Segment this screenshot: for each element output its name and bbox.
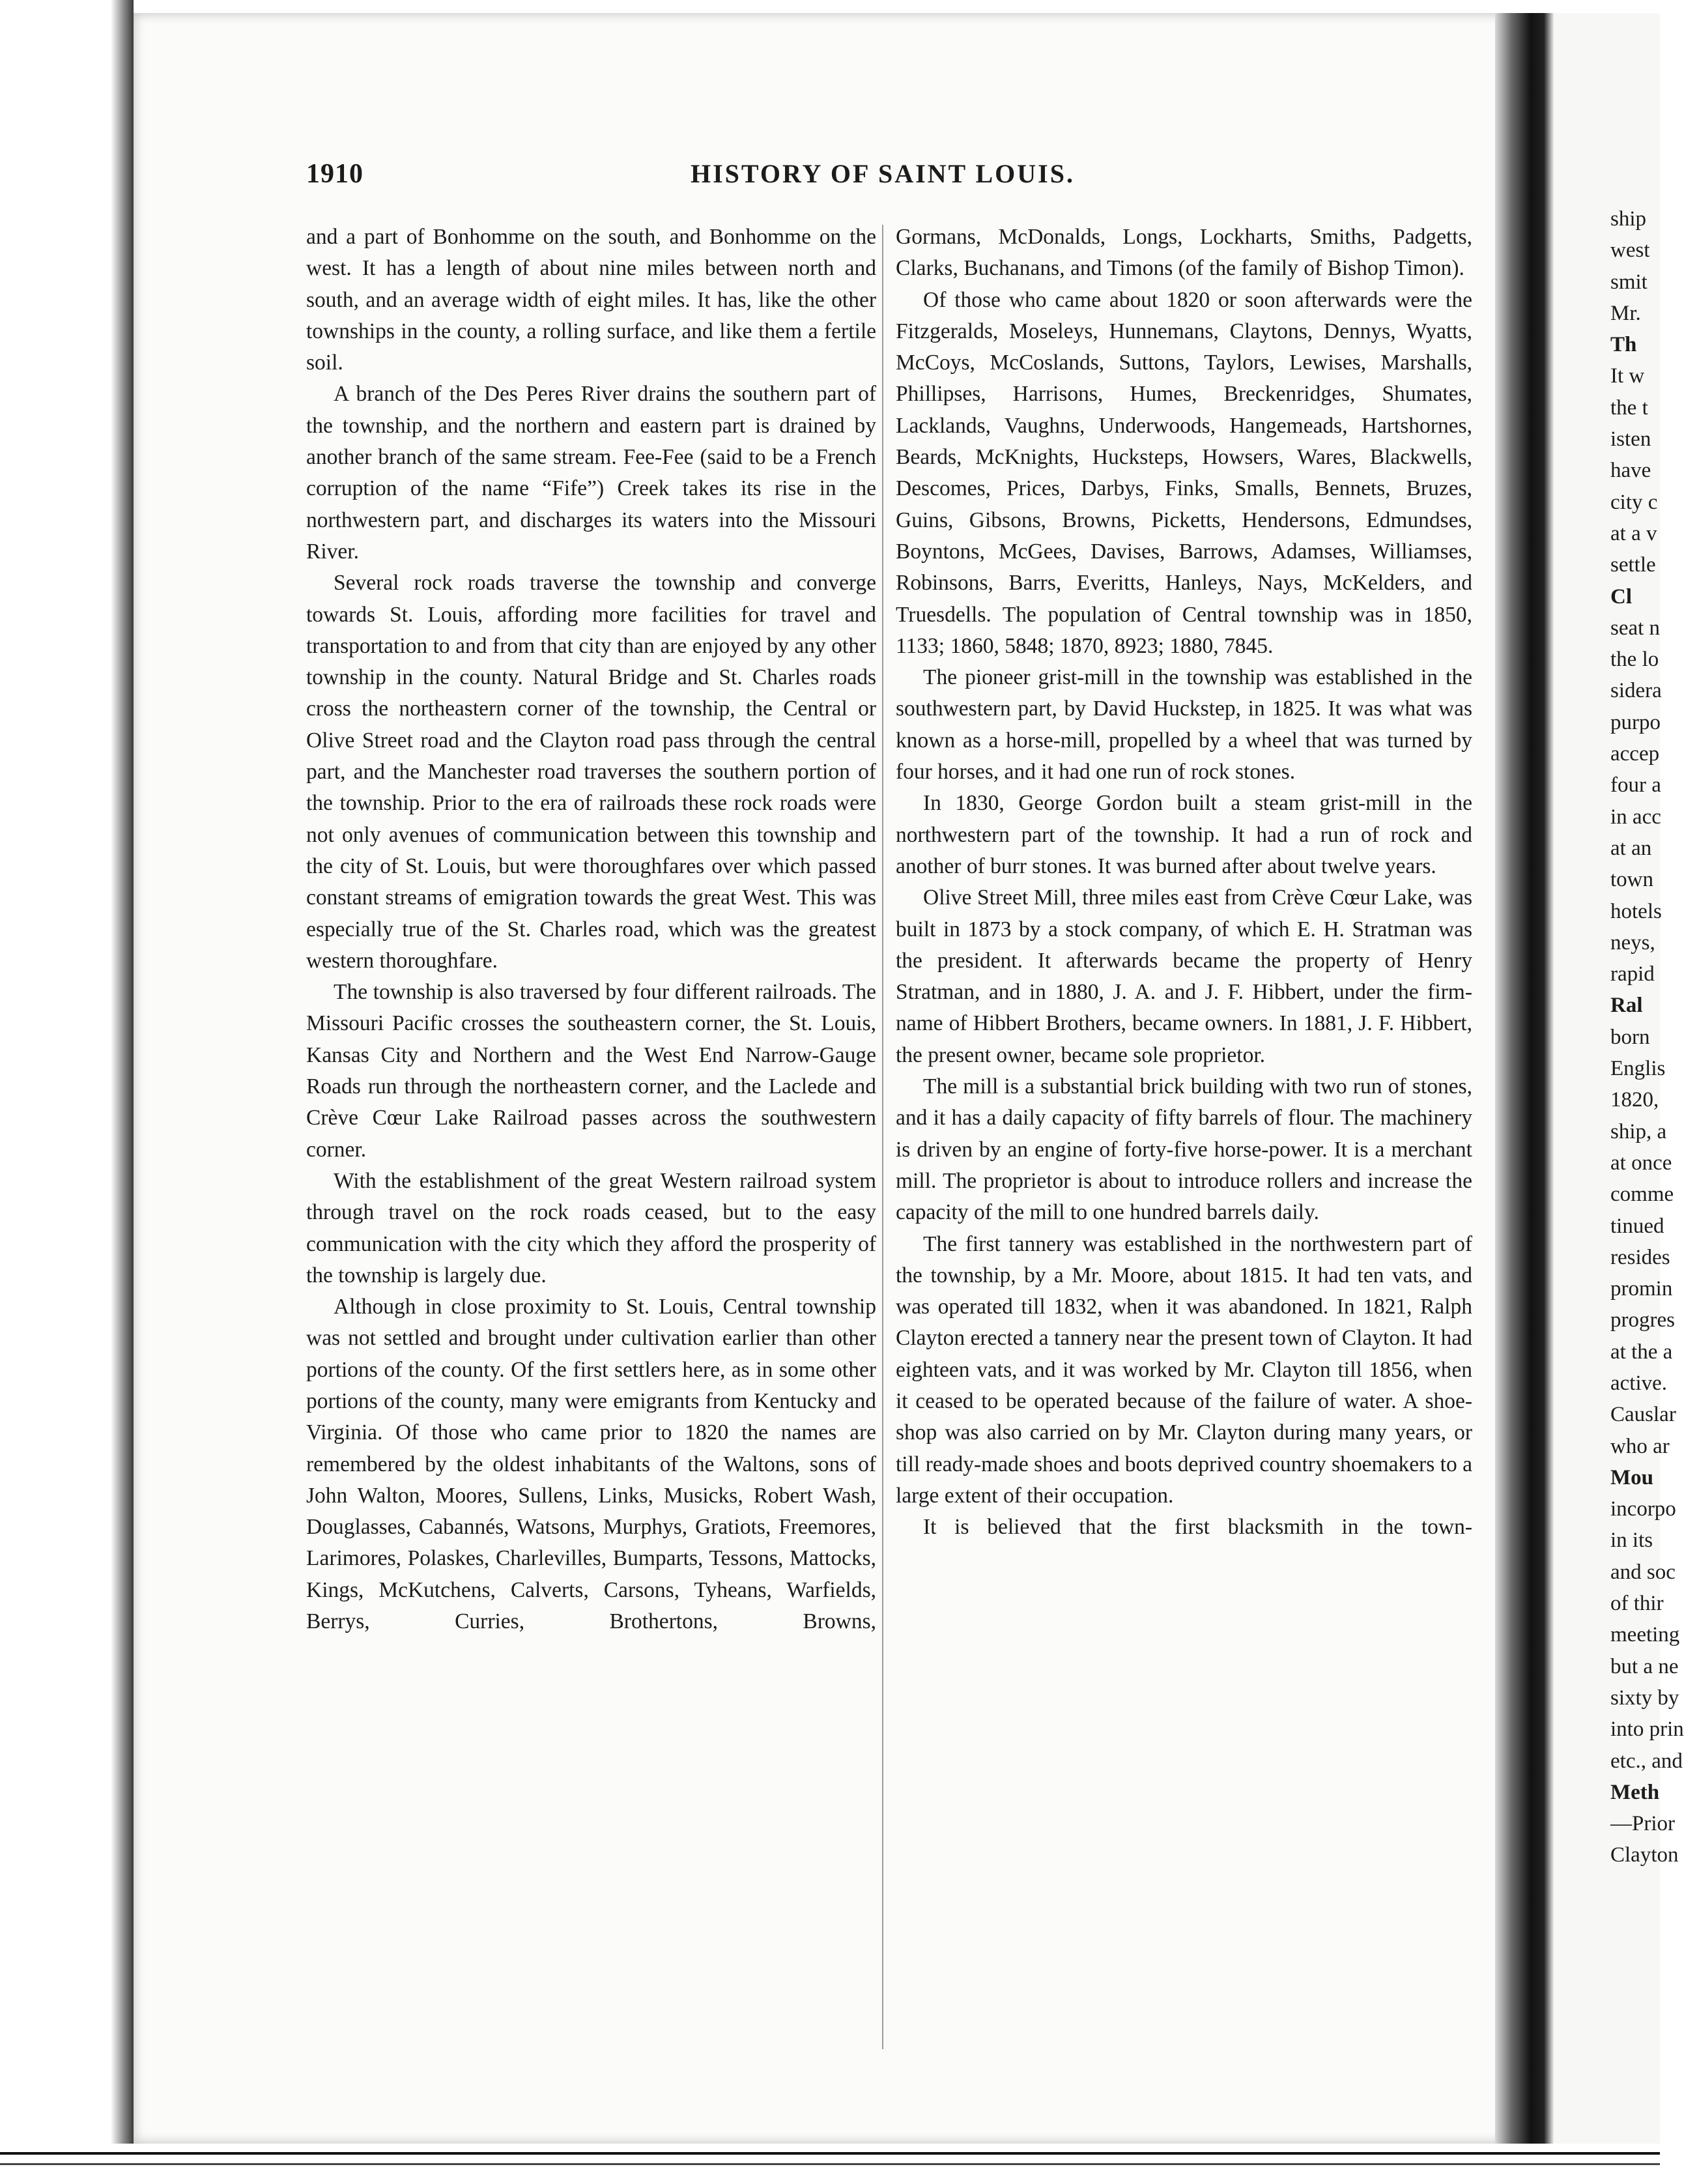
paragraph: The mill is a substantial brick building with two run of stones, and it has a daily capacity of fifty barrels of flour. The machinery is driven by an engine of forty-five horse-power. It is a merchant mill. The proprietor is about to introduce rollers and increase the capacity of the mill to one hundred barrels daily. <box>896 1074 1472 1225</box>
facing-page-fragment: seat n <box>1610 616 1661 640</box>
facing-page-fragment: incorpo <box>1610 1497 1676 1521</box>
facing-page-fragment: Causlar <box>1610 1403 1676 1427</box>
facing-page-fragment: at the a <box>1610 1340 1673 1364</box>
facing-page-fragment: accep <box>1610 742 1660 766</box>
facing-page-fragment: Meth <box>1610 1780 1660 1804</box>
book-gutter <box>1495 13 1554 2157</box>
paragraph: and a part of Bonhomme on the south, and Bonhomme on the west. It has a length of about nine miles between north and south, and an average width of eight miles. It has, like the other townships in the county, a rolling surface, and like them a fertile soil. <box>306 225 876 375</box>
page-number: 1910 <box>306 159 364 189</box>
paragraph: The township is also traversed by four different railroads. The Missouri Pacific crosses the southeastern corner, the St. Louis, Kansas City and Northern and the West End Narrow-Gauge Roads run through the northeastern corner, and the Laclede and Crève Cœur Lake Railroad passes across the southwestern corner. <box>306 980 876 1162</box>
facing-page-fragment: four a <box>1610 773 1661 797</box>
paragraph: In 1830, George Gordon built a steam grist-mill in the northwestern part of the township. It had a run of rock and another of burr stones. It was burned after about twelve years. <box>896 791 1472 878</box>
facing-page-fragment: purpo <box>1610 710 1661 734</box>
facing-page-fragment: at once <box>1610 1151 1672 1175</box>
facing-page-fragment: It w <box>1610 364 1645 388</box>
facing-page-fragment: Mou <box>1610 1465 1653 1489</box>
facing-page-fragment: in acc <box>1610 805 1661 829</box>
facing-page-fragment: in its <box>1610 1529 1653 1553</box>
facing-page-fragment: ship <box>1610 207 1647 231</box>
facing-page-fragment: Englis <box>1610 1057 1666 1081</box>
paragraph: A branch of the Des Peres River drains the southern part of the township, and the northern and eastern part is drained by another branch of the same stream. Fee-Fee (said to be a French corruption of the name “Fife”) Creek takes its rise in the northwestern part, and discharges its waters into the Missouri River. <box>306 382 876 564</box>
facing-page-fragment: but a ne <box>1610 1654 1679 1678</box>
facing-page-fragment: Mr. <box>1610 301 1641 325</box>
facing-page-fragment: and soc <box>1610 1560 1676 1584</box>
facing-page-fragment: comme <box>1610 1183 1674 1207</box>
facing-page-fragment: town <box>1610 868 1653 892</box>
facing-page-fragment: hotels <box>1610 899 1662 923</box>
facing-page-fragment: sidera <box>1610 679 1662 703</box>
scan-bottom-rule <box>0 2152 1660 2155</box>
facing-page-fragment: Th <box>1610 333 1637 357</box>
running-title: HISTORY OF SAINT LOUIS. <box>691 159 1075 188</box>
running-header <box>306 158 1479 197</box>
facing-page-fragment: Cl <box>1610 584 1632 609</box>
paragraph: Although in close proximity to St. Louis, Central township was not settled and brought under cultivation earlier than other portions of the county. Of the first settlers here, as in some other portions of the county, many were emigrants from Kentucky and Virginia. Of those who came prior to 1820 the names are remembered by the oldest inhabitants of the Waltons, sons of John Walton, Moores, Sullens, Links, Musicks, Robert Wash, Douglasses, Cabannés, Watsons, Murphys, Gratiots, Freemores, Larimores, Polaskes, Charlevilles, Bumparts, Tessons, Mattocks, Kings, McKutchens, Calverts, Carsons, Tyheans, Warfields, Berrys, Curries, Brothertons, Browns, <box>306 1295 876 1634</box>
scan-left-margin <box>0 0 134 2184</box>
facing-page-fragment: have <box>1610 459 1651 483</box>
facing-page-fragment: at an <box>1610 836 1652 860</box>
facing-page-fragment: city c <box>1610 490 1658 514</box>
facing-page-fragment: the lo <box>1610 648 1659 672</box>
facing-page-fragment: active. <box>1610 1371 1668 1395</box>
paragraph: Of those who came about 1820 or soon afterwards were the Fitzgeralds, Moseleys, Hunnemans, Claytons, Dennys, Wyatts, McCoys, McCoslands, Suttons, Taylors, Lewises, Marshalls, Phillipses, Harrisons, Humes, Breckenridges, Shumates, Lacklands, Vaughns, Underwoods, Hangemeads, Hartshornes, Beards, McKnights, Hucksteps, Howsers, Wares, Blackwells, Descomes, Prices, Darbys, Finks, Smalls, Bennets, Bruzes, Guins, Gibsons, Browns, Picketts, Hendersons, Edmundses, Boyntons, McGees, Davises, Barrows, Adamses, Williamses, Robinsons, Barrs, Everitts, Hanleys, Nays, McKelders, and Truesdells. The population of Central township was in 1850, 1133; 1860, 5848; 1870, 8923; 1880, 7845. <box>896 287 1472 658</box>
facing-page-fragment: Ral <box>1610 994 1643 1018</box>
paragraph: Gormans, McDonalds, Longs, Lockharts, Smiths, Padgetts, Clarks, Buchanans, and Timons (of the family of Bishop Timon). <box>896 225 1472 281</box>
right-column <box>896 222 1472 1543</box>
column-divider <box>882 225 883 2049</box>
facing-page-fragment: tinued <box>1610 1214 1664 1238</box>
paragraph: The first tannery was established in the northwestern part of the township, by a Mr. Moore, about 1815. It had ten vats, and was operated till 1832, when it was abandoned. In 1821, Ralph Clayton erected a tannery near the present town of Clayton. It had eighteen vats, and it was worked by Mr. Clayton till 1856, when it ceased to be operated because of the failure of water. A shoe-shop was also carried on by Mr. Clayton during many years, or till ready-made shoes and boots deprived country shoemakers to a large extent of their occupation. <box>896 1231 1472 1508</box>
scan-bottom-rule-secondary <box>0 2163 1660 2165</box>
facing-page-fragment: who ar <box>1610 1434 1670 1458</box>
facing-page-fragment: Clayton <box>1610 1843 1679 1867</box>
facing-page-fragment: ship, a <box>1610 1119 1667 1143</box>
facing-page-fragment: progres <box>1610 1308 1675 1332</box>
paragraph: The pioneer grist-mill in the township was established in the southwestern part, by David Huckstep, in 1825. It was what was known as a horse-mill, propelled by a wheel that was turned by four horses, and it had one run of rock stones. <box>896 665 1472 784</box>
facing-page-fragment: into prin <box>1610 1717 1684 1742</box>
paragraph: With the establishment of the great Western railroad system through travel on the rock roads ceased, but to the easy communication with the city which they afford the prosperity of the township is largely due. <box>306 1168 876 1287</box>
facing-page-fragment: at a v <box>1610 521 1657 545</box>
facing-page-fragment: meeting <box>1610 1623 1680 1647</box>
facing-page-fragment: west <box>1610 238 1650 263</box>
facing-page-fragment: born <box>1610 1025 1650 1049</box>
facing-page-fragment: rapid <box>1610 962 1655 986</box>
facing-page-fragment: 1820, <box>1610 1088 1659 1112</box>
paragraph: Olive Street Mill, three miles east from Crève Cœur Lake, was built in 1873 by a stock company, of which E. H. Stratman was the president. It afterwards became the property of Henry Stratman, and in 1880, J. A. and J. F. Hibbert, under the firm-name of Hibbert Brothers, became owners. In 1881, J. F. Hibbert, the present owner, became sole proprietor. <box>896 885 1472 1067</box>
facing-page-fragment: of thir <box>1610 1592 1664 1616</box>
facing-page-fragment: promin <box>1610 1277 1673 1301</box>
facing-page-fragment: the t <box>1610 395 1648 420</box>
facing-page-fragment: neys, <box>1610 930 1655 955</box>
paragraph: It is believed that the first blacksmith in the town- <box>923 1515 1472 1540</box>
facing-page-fragment: resides <box>1610 1245 1670 1269</box>
facing-page-fragment: —Prior <box>1610 1812 1675 1836</box>
facing-page-fragment: settle <box>1610 553 1656 577</box>
paragraph: Several rock roads traverse the township and converge towards St. Louis, affording more facilities for travel and transportation to and from that city than are enjoyed by any other township in the county. Natural Bridge and St. Charles roads cross the northeastern corner of the township, the Central or Olive Street road and the Clayton road pass through the central part, and the Manchester road traverses the southern portion of the township. Prior to the era of railroads these rock roads were not only avenues of communication between this township and the city of St. Louis, but were thoroughfares over which passed constant streams of emigration towards the great West. This was especially true of the St. Charles road, which was the greatest western thoroughfare. <box>306 571 876 973</box>
facing-page-fragment: isten <box>1610 427 1651 452</box>
facing-page-fragment: smit <box>1610 270 1648 294</box>
left-column <box>306 222 876 1637</box>
facing-page-fragment: sixty by <box>1610 1686 1679 1710</box>
facing-page-text-fragments <box>1610 207 1684 1875</box>
facing-page-fragment: etc., and <box>1610 1749 1683 1773</box>
